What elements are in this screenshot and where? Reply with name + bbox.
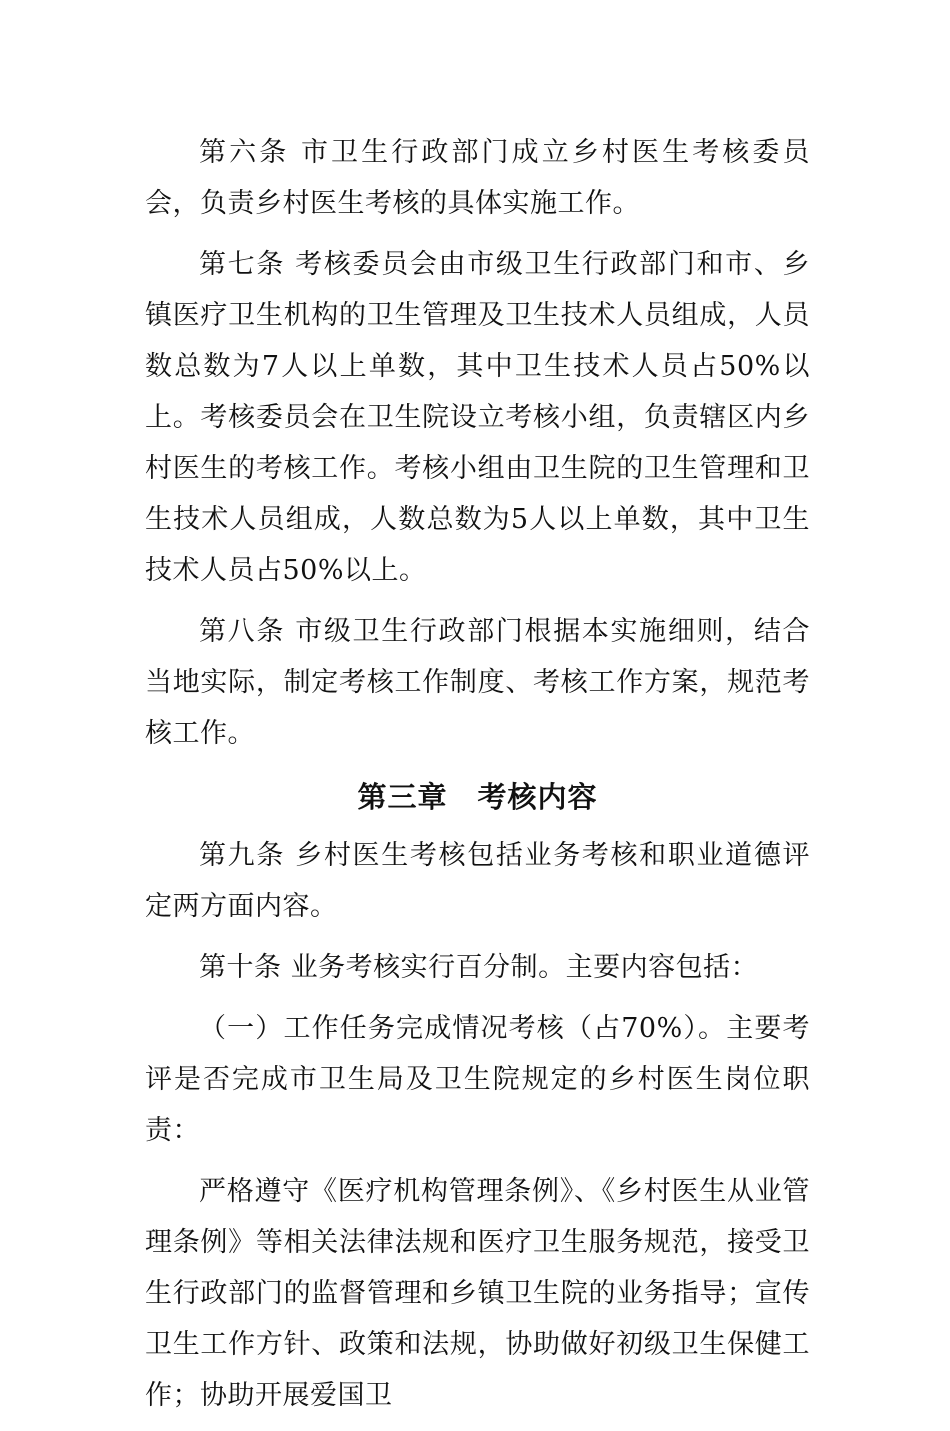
chapter-heading: 第三章 考核内容	[357, 780, 598, 814]
article-7-paragraph: 第七条 考核委员会由市级卫生行政部门和市、乡镇医疗卫生机构的卫生管理及卫生技术人员组成，人员数总数为7人以上单数，其中卫生技术人员占50%以上。考核委员会在卫生院设立考核小组，负责辖区内乡村医生的考核工作。考核小组由卫生院的卫生管理和卫生技术人员组成，人数总数为5人以上单数，其中卫生技术人员占50%以上。	[145, 249, 810, 586]
article-8-paragraph: 第八条 市级卫生行政部门根据本实施细则，结合当地实际，制定考核工作制度、考核工作方案，规范考核工作。	[145, 616, 810, 749]
article-9-paragraph: 第九条 乡村医生考核包括业务考核和职业道德评定两方面内容。	[145, 840, 810, 922]
duties-paragraph: 严格遵守《医疗机构管理条例》、《乡村医生从业管理条例》等相关法律法规和医疗卫生服务规范，接受卫生行政部门的监督管理和乡镇卫生院的业务指导；宣传卫生工作方针、政策和法规，协助做好初级卫生保健工作；协助开展爱国卫	[145, 1176, 810, 1411]
document-page	[145, 127, 810, 1431]
article-10-paragraph: 第十条 业务考核实行百分制。主要内容包括：	[199, 952, 759, 983]
article-6-paragraph: 第六条 市卫生行政部门成立乡村医生考核委员会，负责乡村医生考核的具体实施工作。	[145, 137, 810, 219]
item-1-paragraph: （一）工作任务完成情况考核（占70%）。主要考评是否完成市卫生局及卫生院规定的乡村医生岗位职责：	[145, 1013, 810, 1146]
